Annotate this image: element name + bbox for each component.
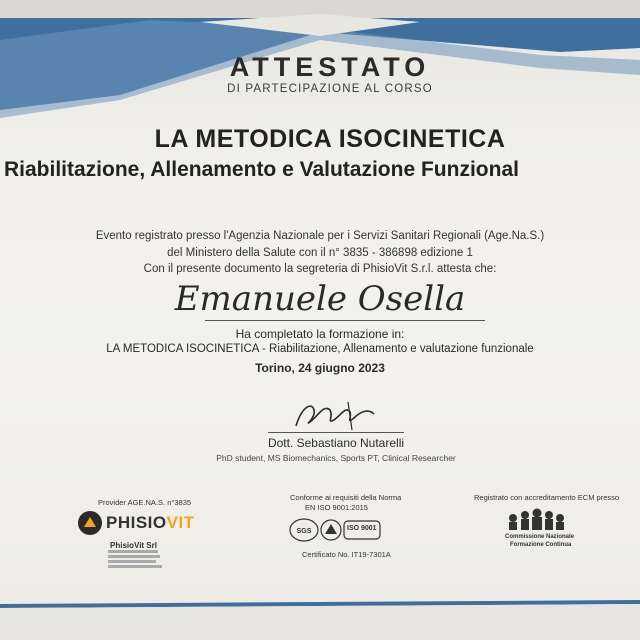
completion-course: LA METODICA ISOCINETICA - Riabilitazione, Allenamento e valutazione funzionale: [106, 343, 534, 355]
svg-text:SGS: SGS: [296, 528, 312, 535]
ecm-commission-logo: [505, 506, 567, 532]
course-subtitle: Riabilitazione, Allenamento e Valutazione Funzional: [4, 158, 519, 181]
iso-label-line-1: Conforme ai requisiti della Norma: [290, 493, 402, 502]
provider-company: PhisioVit Srl: [110, 541, 157, 550]
iso-label-line-2: EN ISO 9001:2015: [305, 503, 368, 512]
course-name: LA METODICA ISOCINETICA: [154, 125, 506, 153]
completion-text: Ha completato la formazione in:: [235, 327, 405, 341]
iso-badge-text: ISO 9001: [347, 525, 377, 532]
registration-line-3: Con il presente documento la segreteria di PhisioVit S.r.l. attesta che:: [143, 263, 497, 275]
completion-date: Torino, 24 giugno 2023: [255, 361, 385, 375]
certificate-number: Certificato No. IT19-7301A: [302, 550, 391, 559]
ecm-label: Registrato con accreditamento ECM presso: [474, 493, 620, 502]
ecm-org-line-2: Formazione Continua: [510, 542, 572, 548]
phisiovit-logo: [78, 510, 195, 538]
registration-line-1: Evento registrato presso l'Agenzia Nazionale per i Servizi Sanitari Regionali (Age.Na.S.): [95, 230, 545, 242]
ecm-org-line-1: Commissione Nazionale: [505, 534, 575, 540]
provider-fine-print: [108, 550, 162, 568]
signatory-credentials: PhD student, MS Biomechanics, Sports PT, Clinical Researcher: [216, 453, 456, 463]
phisiovit-logo-text: PHISIOVIT: [106, 513, 195, 532]
bottom-decorative-band: [0, 596, 640, 640]
recipient-name: Emanuele Osella: [174, 279, 466, 319]
signature-mark: [290, 396, 380, 436]
signatory-name: Dott. Sebastiano Nutarelli: [267, 436, 405, 450]
provider-label: Provider AGE.NA.S. n°3835: [98, 498, 192, 507]
mountain-icon: [84, 517, 96, 527]
certificate-subtitle: DI PARTECIPAZIONE AL CORSO: [227, 83, 433, 95]
certificate-title: ATTESTATO: [229, 52, 431, 82]
registration-line-2: del Ministero della Salute con il n° 3835 - 386898 edizione 1: [167, 247, 473, 259]
name-underline: [205, 320, 485, 321]
signature-line: [268, 432, 404, 433]
